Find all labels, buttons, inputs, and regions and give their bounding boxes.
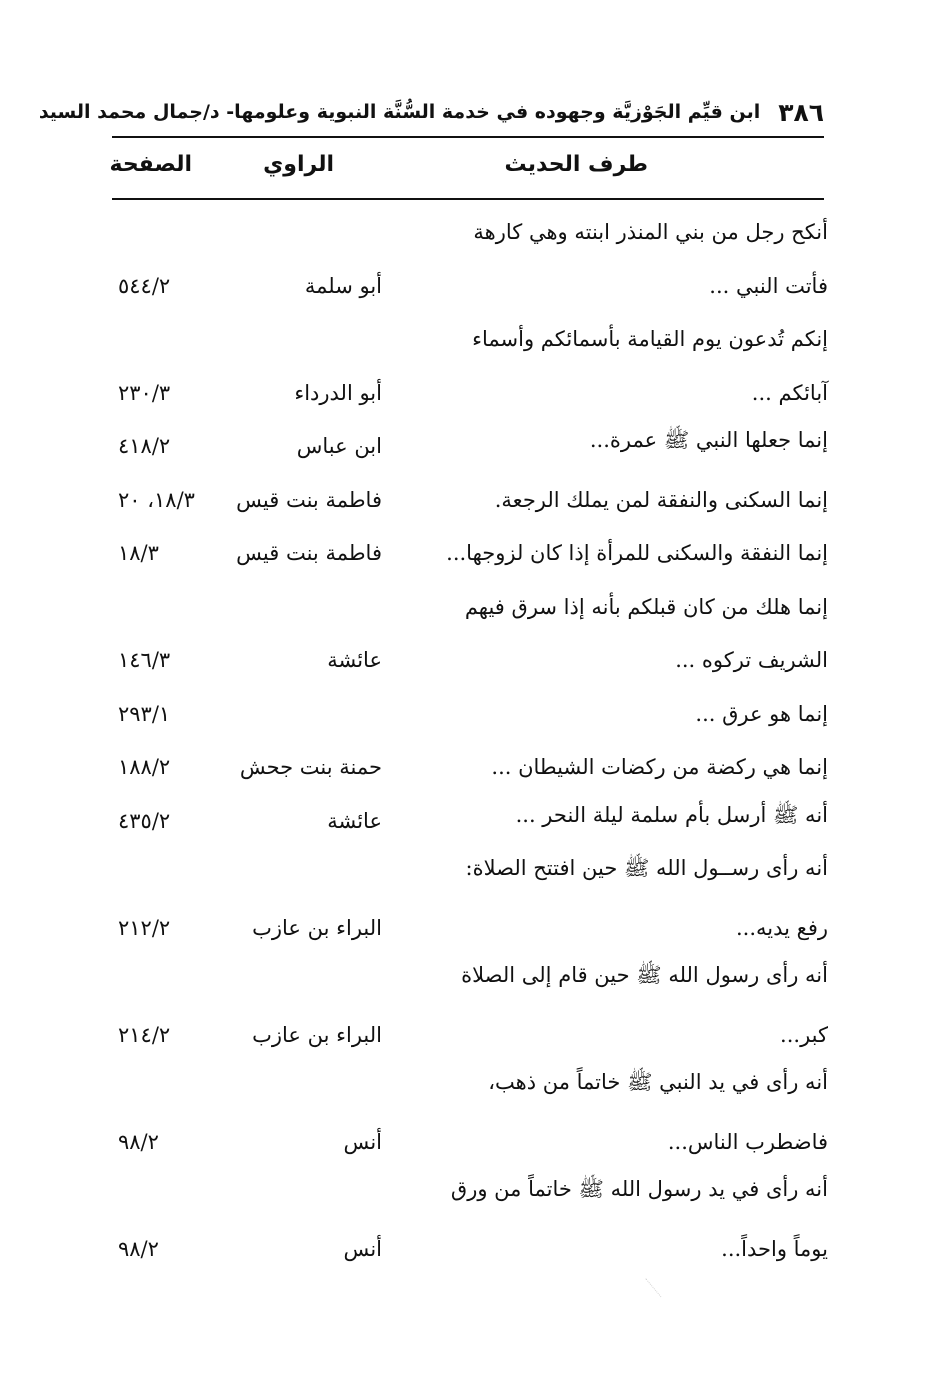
hadith-text: أنه رأى رســول الله ﷺ حين افتتح الصلاة: — [465, 856, 828, 880]
hadith-text: إنما النفقة والسكنى للمرأة إذا كان لزوجها... — [446, 541, 828, 565]
hadith-text: أنه رأى في يد رسول الله ﷺ خاتماً من ورق — [450, 1177, 828, 1201]
column-heading-hadith: طرف الحديث — [504, 152, 648, 177]
hadith-text: إنكم تُدعون يوم القيامة بأسمائكم وأسماء — [472, 327, 828, 351]
hadith-text: يوماً واحداً... — [721, 1236, 828, 1261]
hadith-text: إنما هو عرق ... — [695, 701, 828, 726]
page-reference: ٤٣٥/٢ — [118, 808, 171, 833]
page-reference: ١٨/٣، ٢٠ — [118, 487, 195, 512]
page-reference: ٥٤٤/٢ — [118, 273, 171, 298]
table-row — [0, 361, 944, 415]
table-row — [0, 842, 944, 896]
table-row — [0, 949, 944, 1003]
narrator: أبو سلمة — [304, 273, 382, 298]
page-reference: ١٤٦/٣ — [118, 648, 171, 672]
page-reference: ١٨٨/٢ — [118, 755, 171, 779]
page-number: ٣٨٦ — [778, 97, 824, 127]
table-row — [0, 682, 944, 736]
column-heading-page: الصفحة — [109, 152, 192, 177]
hadith-text: أنه ﷺ أرسل بأم سلمة ليلة النحر ... — [515, 802, 828, 827]
table-row — [0, 414, 944, 468]
hadith-text: فاضطرب الناس... — [667, 1129, 828, 1154]
column-heading-narrator: الراوي — [263, 152, 334, 177]
table-row — [0, 575, 944, 629]
page-reference: ٤١٨/٢ — [118, 434, 171, 458]
narrator: عائشة — [327, 808, 382, 833]
running-header — [38, 92, 824, 132]
hadith-text: إنما السكنى والنفقة لمن يملك الرجعة. — [494, 487, 828, 512]
hadith-text: رفع يديه... — [735, 915, 828, 940]
header-rule — [112, 136, 824, 138]
running-title: ابن قيِّم الجَوْزيَّة وجهوده في خدمة السُّنَّة النبوية وعلومها- د/جمال محمد السيد — [38, 101, 761, 123]
hadith-text: كبر... — [780, 1022, 828, 1047]
page-reference: ١٨/٣ — [118, 541, 159, 565]
hadith-text: إنما هلك من كان قبلكم بأنه إذا سرق فيهم — [464, 594, 828, 619]
table-row — [0, 521, 944, 575]
table-row — [0, 628, 944, 682]
hadith-text: إنما جعلها النبي ﷺ عمرة... — [589, 428, 828, 452]
page-reference: ٩٨/٢ — [118, 1236, 159, 1261]
narrator: فاطمة بنت قيس — [236, 487, 382, 512]
table-row — [0, 307, 944, 361]
narrator: البراء بن عازب — [252, 915, 382, 940]
hadith-text: أنه رأى في يد النبي ﷺ خاتماً من ذهب، — [488, 1070, 828, 1094]
table-row — [0, 789, 944, 843]
hadith-text: فأتت النبي ... — [709, 273, 828, 298]
hadith-text: أنكح رجل من بني المنذر ابنته وهي كارهة — [473, 220, 828, 244]
page-reference: ٢١٢/٢ — [118, 915, 171, 940]
table-row — [0, 1163, 944, 1217]
page-reference: ٢١٤/٢ — [118, 1022, 171, 1047]
table-row — [0, 896, 944, 950]
table-row — [0, 1003, 944, 1057]
narrator: عائشة — [327, 648, 382, 672]
table-row — [0, 254, 944, 308]
page-reference: ٢٩٣/١ — [118, 701, 171, 726]
page-reference: ٢٣٠/٣ — [118, 380, 171, 405]
page-reference: ٩٨/٢ — [118, 1129, 159, 1154]
table-row — [0, 1056, 944, 1110]
narrator: حمنة بنت جحش — [239, 755, 382, 779]
narrator: أبو الدرداء — [294, 380, 382, 405]
hadith-text: آبائكم ... — [751, 380, 828, 405]
narrator: أنس — [343, 1129, 382, 1154]
narrator: فاطمة بنت قيس — [236, 541, 382, 565]
narrator: أنس — [343, 1236, 382, 1261]
hadith-text: إنما هي ركضة من ركضات الشيطان ... — [491, 755, 828, 779]
table-row — [0, 1217, 944, 1271]
table-row — [0, 1110, 944, 1164]
table-row — [0, 735, 944, 789]
column-headings — [109, 148, 824, 188]
table-row — [0, 468, 944, 522]
hadith-text: الشريف تركوه ... — [675, 648, 828, 672]
narrator: ابن عباس — [296, 434, 382, 458]
table-row — [0, 200, 944, 254]
hadith-text: أنه رأى رسول الله ﷺ حين قام إلى الصلاة — [461, 963, 828, 987]
narrator: البراء بن عازب — [252, 1022, 382, 1047]
